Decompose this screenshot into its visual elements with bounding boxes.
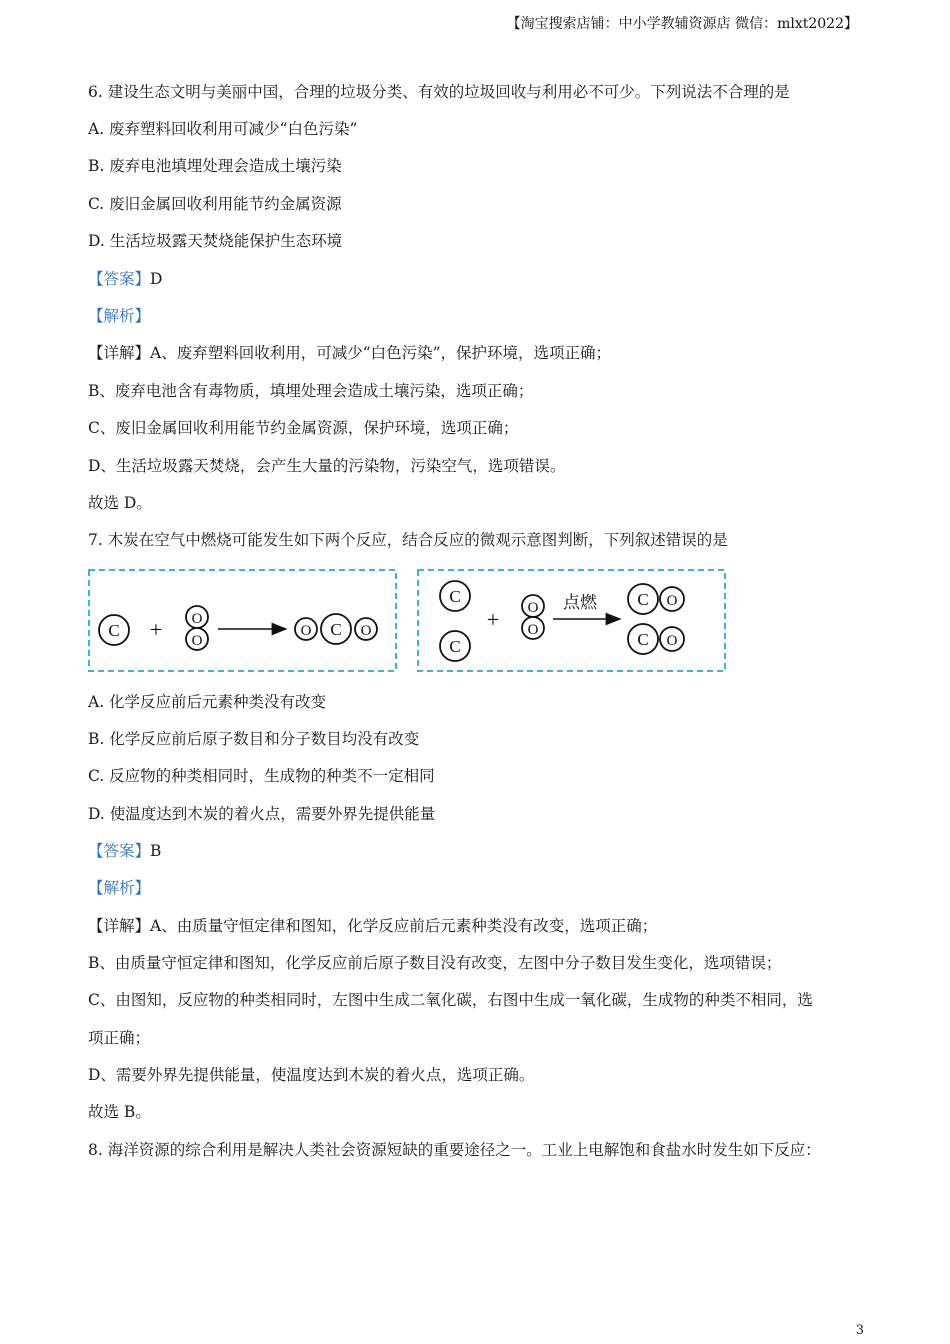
- q8-stem: 8. 海洋资源的综合利用是解决人类社会资源短缺的重要途径之一。工业上电解饱和食盐水时发生如下反应：: [88, 1141, 821, 1159]
- q7-option-d: D. 使温度达到木炭的着火点，需要外界先提供能量: [88, 805, 436, 823]
- q6-answer-tag: 【答案】: [88, 270, 151, 288]
- q6-detail-text-a: A、废弃塑料回收利用，可减少“白色污染”，保护环境，选项正确；: [150, 344, 612, 362]
- q6-conclusion: 故选 D。: [88, 494, 152, 512]
- right-oxygen-label-1: O: [527, 600, 539, 616]
- right-carbon-label-2: C: [449, 637, 461, 656]
- left-reaction-box: [89, 570, 396, 671]
- q7-answer-tag: 【答案】: [88, 842, 151, 860]
- q6-answer-value: D: [150, 270, 163, 288]
- q6-detail-1: [88, 343, 611, 363]
- q6-option-a: A. 废弃塑料回收利用可减少“白色污染”: [88, 120, 358, 138]
- right-reaction-condition: 点燃: [563, 593, 597, 612]
- right-carbon-label-1: C: [449, 587, 461, 606]
- q6-answer: [88, 269, 162, 289]
- left-oxygen-label-1: O: [191, 611, 203, 627]
- right-product-carbon-label-1: C: [637, 590, 649, 609]
- right-oxygen-label-2: O: [527, 622, 539, 638]
- right-product-carbon-label-2: C: [637, 630, 649, 649]
- left-plus-sign: +: [149, 617, 163, 642]
- page-header: 【淘宝搜索店铺：中小学教辅资源店 微信：mlxt2022】: [506, 16, 858, 32]
- q6-option-d: D. 生活垃圾露天焚烧能保护生态环境: [88, 232, 343, 250]
- left-product-carbon-label: C: [330, 620, 342, 639]
- q6-option-c: C. 废旧金属回收利用能节约金属资源: [88, 195, 342, 213]
- q7-detail-tag: 【详解】: [88, 917, 151, 935]
- q7-detail-2: B、由质量守恒定律和图知，化学反应前后原子数目没有改变，左图中分子数目发生变化，选项错误；: [88, 954, 782, 972]
- q6-detail-4: D、生活垃圾露天焚烧，会产生大量的污染物，污染空气，选项错误。: [88, 457, 566, 475]
- q7-option-c: C. 反应物的种类相同时，生成物的种类不一定相同: [88, 767, 435, 785]
- q6-stem: 6. 建设生态文明与美丽中国，合理的垃圾分类、有效的垃圾回收与利用必不可少。下列说法不合理的是: [88, 83, 790, 101]
- q7-option-b: B. 化学反应前后原子数目和分子数目均没有改变: [88, 730, 420, 748]
- q7-stem: 7. 木炭在空气中燃烧可能发生如下两个反应，结合反应的微观示意图判断，下列叙述错误的是: [88, 531, 728, 549]
- q7-option-a: A. 化学反应前后元素种类没有改变: [88, 693, 327, 711]
- q7-conclusion: 故选 B。: [88, 1103, 151, 1121]
- right-plus-sign: +: [486, 607, 500, 632]
- page-number: 3: [855, 1323, 864, 1338]
- q7-detail-text-a: A、由质量守恒定律和图知，化学反应前后元素种类没有改变，选项正确；: [150, 917, 658, 935]
- q6-option-b: B. 废弃电池填埋处理会造成土壤污染: [88, 157, 342, 175]
- q7-answer-value: B: [150, 842, 162, 860]
- left-carbon-label: C: [108, 621, 120, 640]
- q7-detail-3-cont: 项正确；: [88, 1029, 151, 1047]
- q6-detail-3: C、废旧金属回收利用能节约金属资源，保护环境，选项正确；: [88, 419, 519, 437]
- q7-answer: [88, 841, 161, 861]
- q7-detail-3: C、由图知，反应物的种类相同时，左图中生成二氧化碳，右图中生成一氧化碳，生成物的种类不相同，选: [88, 991, 813, 1009]
- q6-analysis-tag: 【解析】: [88, 307, 151, 325]
- left-oxygen-label-2: O: [191, 633, 203, 649]
- left-product-oxygen-label-1: O: [300, 623, 312, 639]
- right-product-oxygen-label-2: O: [666, 633, 678, 649]
- right-product-oxygen-label-1: O: [666, 593, 678, 609]
- q6-detail-tag: 【详解】: [88, 344, 151, 362]
- q7-reaction-diagram: [0, 568, 950, 678]
- q6-detail-2: B、废弃电池含有毒物质，填埋处理会造成土壤污染，选项正确；: [88, 382, 534, 400]
- q7-analysis-tag: 【解析】: [88, 879, 151, 897]
- left-product-oxygen-label-2: O: [360, 623, 372, 639]
- q7-detail-4: D、需要外界先提供能量，使温度达到木炭的着火点，选项正确。: [88, 1066, 535, 1084]
- q7-detail-1: [88, 916, 657, 936]
